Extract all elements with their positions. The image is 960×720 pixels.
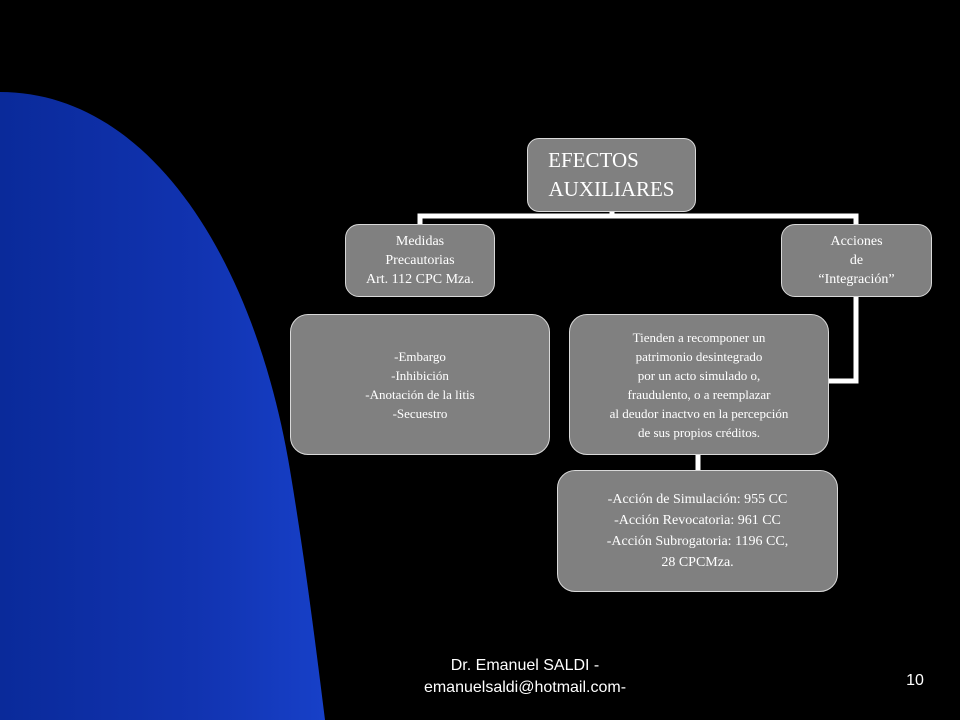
node-acciones-list: [557, 470, 838, 592]
node-line: Acciones: [830, 234, 883, 249]
node-line: -Embargo: [394, 348, 446, 364]
node-line: -Acción de Simulación: 955 CC: [607, 492, 788, 507]
page-number: 10: [906, 672, 924, 689]
node-line: Tienden a recomponer un: [632, 329, 766, 345]
node-line: Art. 112 CPC Mza.: [366, 272, 474, 287]
footer-author: [402, 655, 648, 699]
node-line: Medidas: [395, 234, 445, 249]
node-line: por un acto simulado o,: [637, 367, 761, 383]
node-line: AUXILIARES: [548, 177, 675, 201]
node-line: EFECTOS: [548, 148, 639, 172]
node-line: 28 CPCMza.: [661, 555, 734, 570]
node-acciones-de-integracion: [781, 224, 932, 297]
node-efectos-auxiliares: [527, 138, 696, 212]
node-medidas-precautorias: [345, 224, 495, 297]
footer-author-email: emanuelsaldi@hotmail.com-: [423, 679, 627, 696]
node-line: fraudulento, o a reemplazar: [627, 386, 771, 402]
footer-author-name: Dr. Emanuel SALDI -: [450, 657, 600, 674]
node-tienden-a-recomponer: [569, 314, 829, 455]
node-line: -Acción Revocatoria: 961 CC: [614, 513, 781, 528]
node-line: -Secuestro: [392, 405, 448, 421]
node-line: -Inhibición: [391, 367, 449, 383]
node-line: “Integración”: [818, 272, 895, 287]
node-embargo-list: [290, 314, 550, 455]
node-line: Precautorias: [385, 253, 455, 268]
node-line: de sus propios créditos.: [637, 424, 761, 440]
node-line: -Anotación de la litis: [365, 386, 475, 402]
node-line: -Acción Subrogatoria: 1196 CC,: [606, 534, 789, 549]
node-line: patrimonio desintegrado: [635, 348, 763, 364]
node-line: de: [849, 253, 864, 268]
node-line: al deudor inactvo en la percepción: [609, 405, 789, 421]
